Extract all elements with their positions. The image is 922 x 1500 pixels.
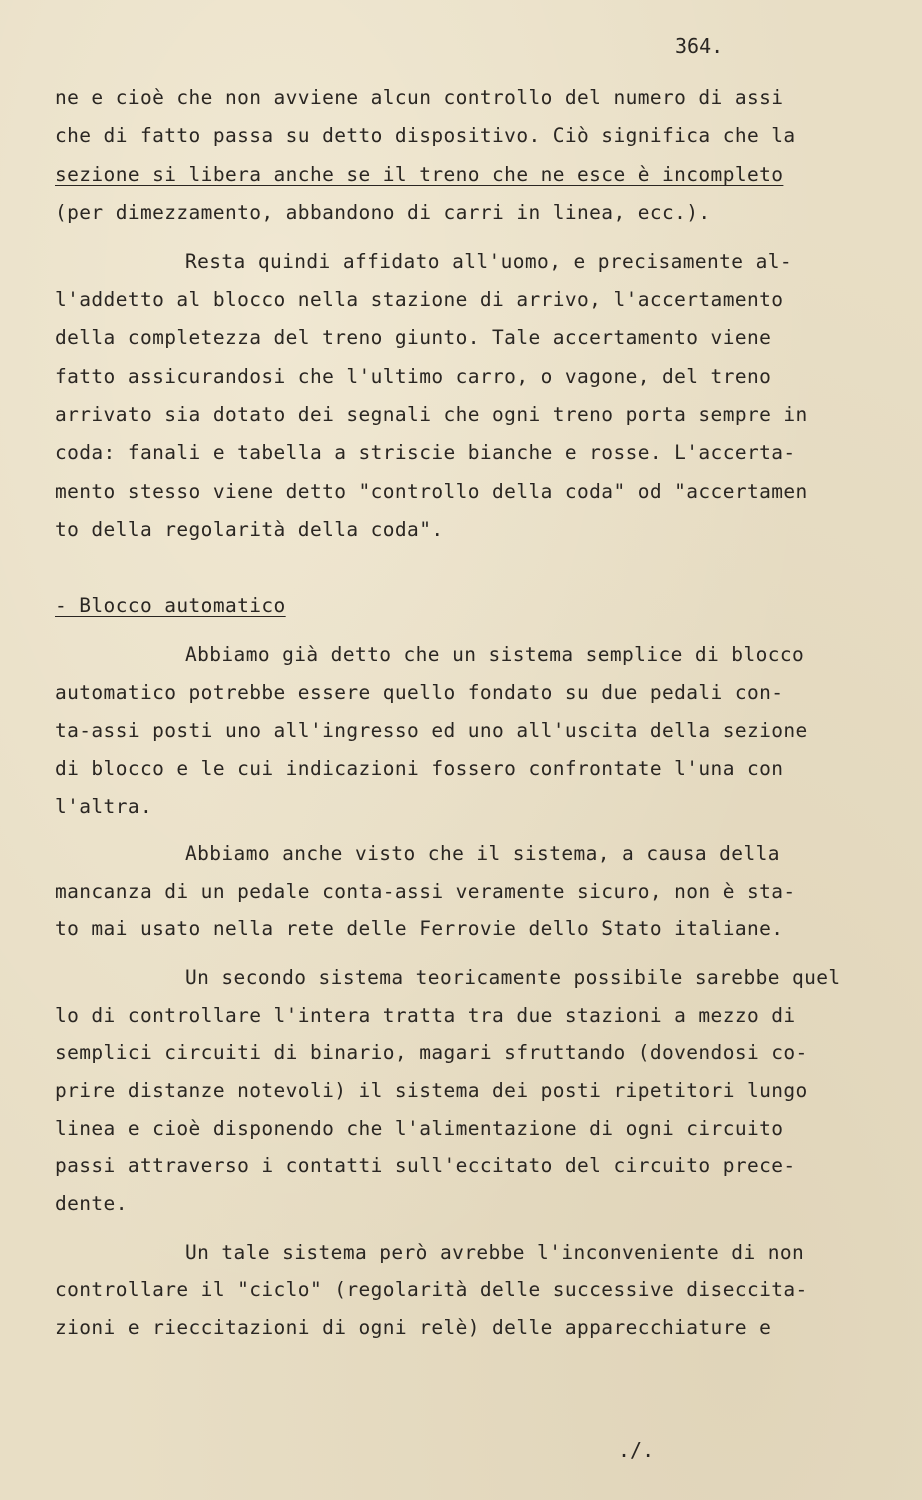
text-line: fatto assicurandosi che l'ultimo carro, o vagone, del treno: [55, 365, 772, 388]
text-line: zioni e rieccitazioni di ogni relè) delle apparecchiature e: [55, 1316, 772, 1339]
text-line-underlined: sezione si libera anche se il treno che ne esce è incompleto: [55, 163, 784, 186]
text-line: linea e cioè disponendo che l'alimentazione di ogni circuito: [55, 1117, 784, 1140]
text-line: automatico potrebbe essere quello fondato su due pedali con-: [55, 681, 784, 704]
text-line: arrivato sia dotato dei segnali che ogni treno porta sempre in: [55, 403, 808, 426]
page-number: 364.: [675, 34, 724, 58]
text-line: to mai usato nella rete delle Ferrovie dello Stato italiane.: [55, 917, 784, 940]
text-line: Abbiamo anche visto che il sistema, a causa della: [185, 842, 780, 865]
text-line: mento stesso viene detto "controllo della coda" od "accertamen: [55, 480, 808, 503]
text-line: mancanza di un pedale conta-assi veramente sicuro, non è sta-: [55, 880, 796, 903]
text-line: coda: fanali e tabella a striscie bianche e rosse. L'accerta-: [55, 441, 796, 464]
text-line: ta-assi posti uno all'ingresso ed uno all'uscita della sezione: [55, 719, 808, 742]
text-line: lo di controllare l'intera tratta tra due stazioni a mezzo di: [55, 1004, 796, 1027]
text-line: controllare il "ciclo" (regolarità delle successive diseccita-: [55, 1278, 808, 1301]
text-line: Abbiamo già detto che un sistema semplice di blocco: [185, 643, 805, 666]
text-line: di blocco e le cui indicazioni fossero confrontate l'una con: [55, 757, 784, 780]
text-line: della completezza del treno giunto. Tale accertamento viene: [55, 326, 772, 349]
text-line: l'addetto al blocco nella stazione di arrivo, l'accertamento: [55, 288, 784, 311]
text-line: dente.: [55, 1192, 128, 1215]
text-line: Un secondo sistema teoricamente possibile sarebbe quel: [185, 966, 841, 989]
text-line: ne e cioè che non avviene alcun controllo del numero di assi: [55, 86, 784, 109]
text-line: to della regolarità della coda".: [55, 518, 444, 541]
section-heading: - Blocco automatico: [55, 594, 286, 617]
text-line: Resta quindi affidato all'uomo, e precisamente al-: [185, 250, 792, 273]
text-line: Un tale sistema però avrebbe l'inconveniente di non: [185, 1241, 805, 1264]
text-line: prire distanze notevoli) il sistema dei posti ripetitori lungo: [55, 1079, 808, 1102]
text-line: semplici circuiti di binario, magari sfruttando (dovendosi co-: [55, 1041, 808, 1064]
text-line: (per dimezzamento, abbandono di carri in linea, ecc.).: [55, 201, 711, 224]
text-line: l'altra.: [55, 795, 153, 818]
text-line: passi attraverso i contatti sull'eccitato del circuito prece-: [55, 1154, 796, 1177]
continuation-mark: ./.: [618, 1438, 655, 1462]
text-line: che di fatto passa su detto dispositivo. Ciò significa che la: [55, 124, 796, 147]
